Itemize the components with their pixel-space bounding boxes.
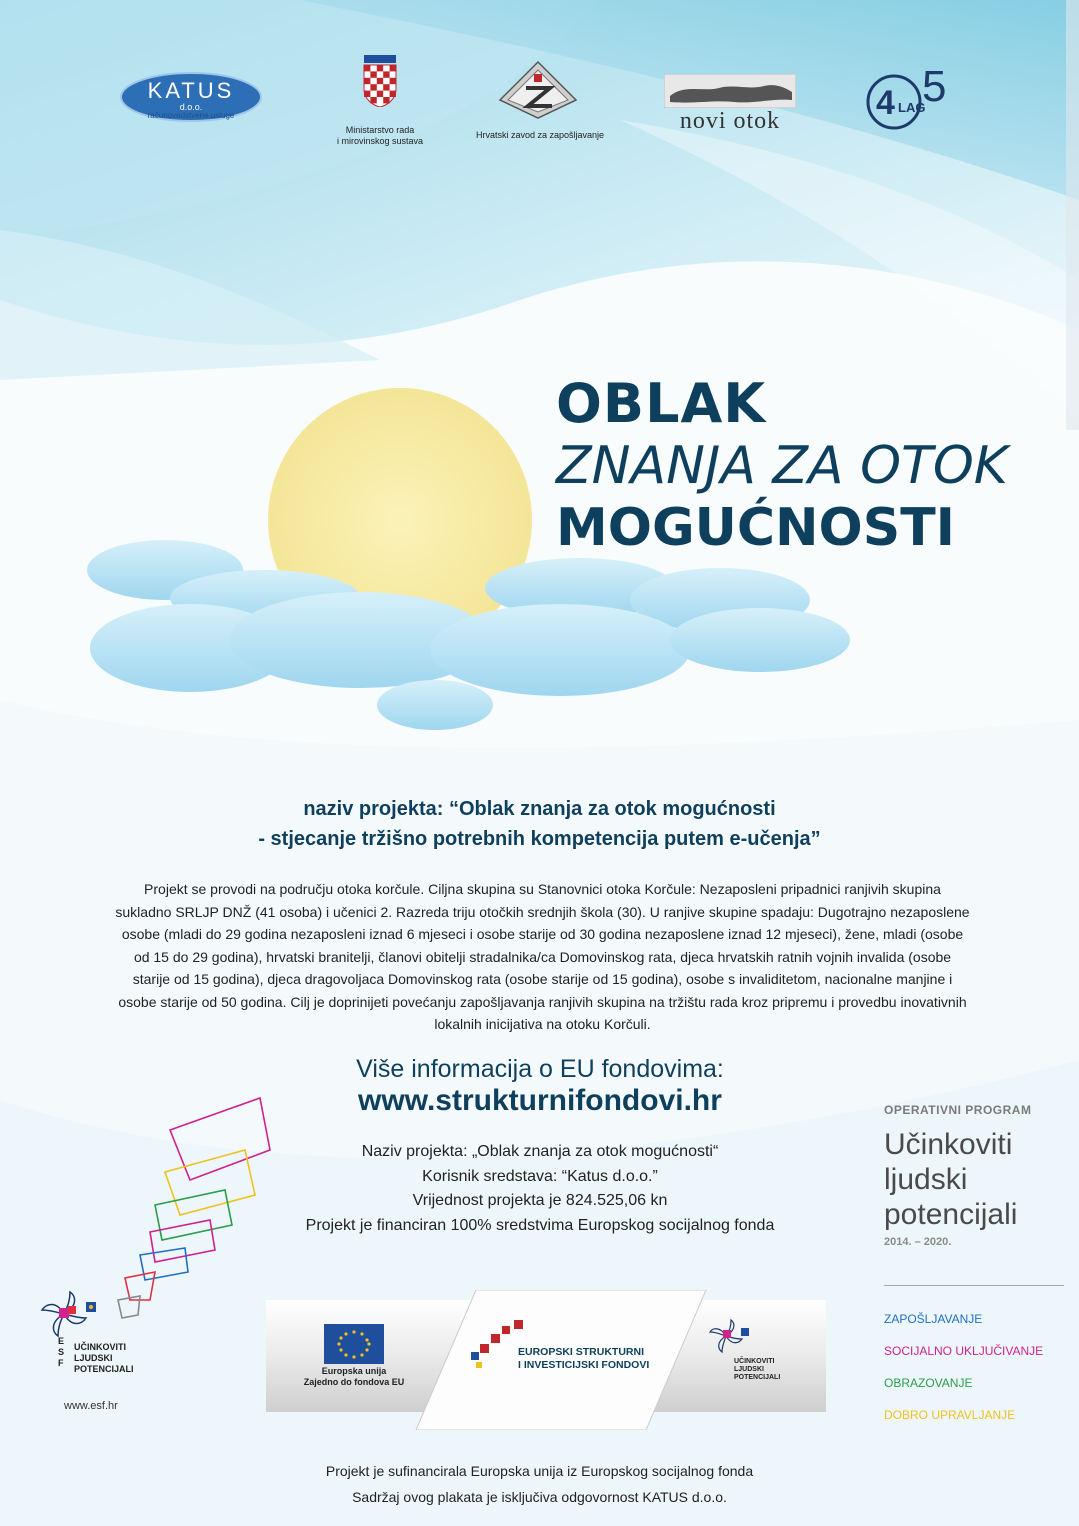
operational-programme [884,1103,1064,1422]
op-line1: Učinkoviti [884,1128,1013,1161]
eu-label-line1: Europska unija [321,1366,387,1376]
project-name-line1: naziv projekta: “Oblak znanja za otok mogućnosti [303,798,776,820]
project-detail-line: Naziv projekta: „Oblak znanja za otok mogućnosti“ [361,1143,719,1160]
project-detail-line: Projekt je financiran 100% sredstvima Europskog socijalnog fonda [305,1216,775,1234]
esf-letter: S [58,1347,65,1357]
banner-esf-line: POTENCIJALI [734,1374,781,1381]
description-line: Projekt se provodi na području otoka korčule. Ciljna skupina su Stanovnici otoka Korčule: Nezaposleni pripadnici ranjivih skupina [144,881,941,897]
lag-number: 5 [922,62,947,111]
eu-funds-banner [266,1290,826,1430]
op-priority-list [884,1303,1043,1431]
poster-title [556,372,1056,560]
katus-name: KATUS [147,78,235,103]
description-line: sukladno SRLJP DNŽ (41 osoba) i učenici 2. Razreda triju otočkih srednjih škola (30). U ranjive skupine spadaju: Dugotrajno nezaposlene [115,903,970,920]
pinwheel-icon [36,1290,106,1340]
lag-label: LAG [898,100,926,115]
op-line3: potencijali [884,1198,1018,1231]
esf-logo [36,1290,146,1374]
banner-esf-line: UČINKOVITI [734,1358,775,1365]
lag-logo [862,62,954,134]
project-detail-line: Vrijednost projekta je 824.525,06 kn [412,1192,668,1209]
op-label: OPERATIVNI PROGRAM [884,1103,1032,1117]
footer-line1: Projekt je sufinancirala Europska unija iz Europskog socijalnog fonda [325,1463,754,1479]
op-item-zaposljavanje: ZAPOŠLJAVANJE [884,1312,983,1326]
op-item-socijalno: SOCIJALNO UKLJUČIVANJE [884,1344,1044,1358]
katus-tagline: računovodstvene usluge [147,111,235,120]
description-line: osobe (mladi do 29 godina nezaposleni iznad 6 mjeseci i osobe starije od 30 godina nezaposlene iznad 12 mjeseci), žene, mladi (osobe [121,926,964,942]
svg-text:4: 4 [876,84,895,122]
description-line: od 15 do 29 godina), hrvatski branitelji, članovi obitelji stradalnika/ca Domovinskog rata, djeca hrvatskih ratnih vojnih invalida (osobe [133,948,952,965]
description-line: lokalnih inicijativa na otoku Korčuli. [434,1016,651,1032]
esf-line: UČINKOVITI [74,1342,127,1352]
divider [884,1285,1064,1286]
op-years: 2014. – 2020. [884,1236,952,1248]
op-item-obrazovanje: OBRAZOVANJE [884,1376,973,1390]
project-name-line2: - stjecanje tržišno potrebnih kompetencija putem e-učenja” [258,828,821,850]
novi-otok-logo [664,74,796,134]
banner-esf-line: LJUDSKI [734,1366,764,1373]
eu-funds-heading: Više informacija o EU fondovima: [356,1055,724,1083]
op-line2: ljudski [884,1163,968,1196]
croatian-coat-of-arms-icon [360,55,400,107]
esif-line1: EUROPSKI STRUKTURNI [518,1346,645,1358]
op-item-upravljanje: DOBRO UPRAVLJANJE [884,1408,1016,1422]
hzz-label: Hrvatski zavod za zapošljavanje [475,130,605,140]
katus-sub: d.o.o. [179,102,203,112]
project-details [250,1140,830,1238]
footer-line2: Sadržaj ovog plakata je isključiva odgovornost KATUS d.o.o. [352,1489,727,1505]
title-line1: OBLAK [556,372,767,435]
project-detail-line: Korisnik sredstava: “Katus d.o.o.” [422,1167,658,1185]
project-description [95,878,990,1036]
esf-line: LJUDSKI [74,1353,113,1363]
esf-line: POTENCIJALI [74,1364,134,1374]
ministry-line1: Ministarstvo rada [345,125,415,135]
hzz-emblem-icon [498,60,578,120]
description-line: starije od 15 godina), djeca dragovoljaca Domovinskog rata (osobe starije od 15 godina), osobe s invaliditetom, nacionalne manjine i [132,971,953,987]
ministry-line2: i mirovinskog sustava [336,136,424,146]
title-line2: ZNANJA ZA OTOK [556,436,1008,496]
title-line3: MOGUĆNOSTI [556,498,956,558]
project-name [0,794,1079,854]
novi-otok-label: novi otok [679,108,781,134]
footer [0,1458,1079,1510]
esf-letter: F [58,1358,64,1368]
eu-funds-link[interactable]: www.strukturnifondovi.hr [358,1084,722,1117]
esf-link[interactable]: www.esf.hr [64,1400,118,1412]
description-line: osobe starije od 50 godina. Cilj je doprinijeti povećanju zapošljavanja ranjivih skupina na tržištu rada kroz pripremu i provedbu inovativnih [118,993,967,1010]
eu-label-line2: Zajedno do fondova EU [303,1377,405,1387]
esf-letter: E [58,1336,65,1346]
esif-line2: I INVESTICIJSKI FONDOVI [518,1359,650,1371]
